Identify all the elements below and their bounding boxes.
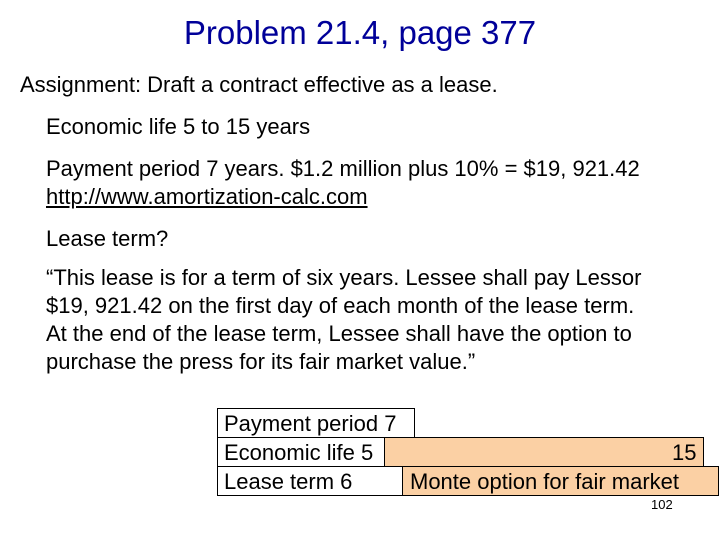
- assignment-text: Assignment: Draft a contract effective as a lease.: [20, 72, 498, 97]
- economic-life-text: Economic life 5 to 15 years: [46, 114, 311, 139]
- slide-number: 102: [651, 497, 673, 512]
- payment-period-label: Payment period 7: [224, 411, 397, 436]
- economic-life-end-label: 15: [672, 440, 697, 465]
- lease-term-end-label: Monte option for fair market: [410, 469, 680, 494]
- quote-line: $19, 921.42 on the first day of each month of the lease term.: [46, 293, 635, 318]
- lease-term-label: Lease term 6: [224, 469, 353, 494]
- economic-life-label: Economic life 5: [224, 440, 374, 465]
- payment-period-text: Payment period 7 years. $1.2 million plus 10% = $19, 921.42: [46, 156, 640, 181]
- lease-term-question: Lease term?: [46, 226, 169, 251]
- slide-title: Problem 21.4, page 377: [183, 14, 537, 51]
- quote-line: At the end of the lease term, Lessee shall have the option to: [46, 321, 632, 346]
- quote-line: “This lease is for a term of six years. Lessee shall pay Lessor: [46, 265, 642, 290]
- quote-line: purchase the press for its fair market value.”: [46, 349, 476, 374]
- amortization-link[interactable]: http://www.amortization-calc.com: [46, 184, 368, 209]
